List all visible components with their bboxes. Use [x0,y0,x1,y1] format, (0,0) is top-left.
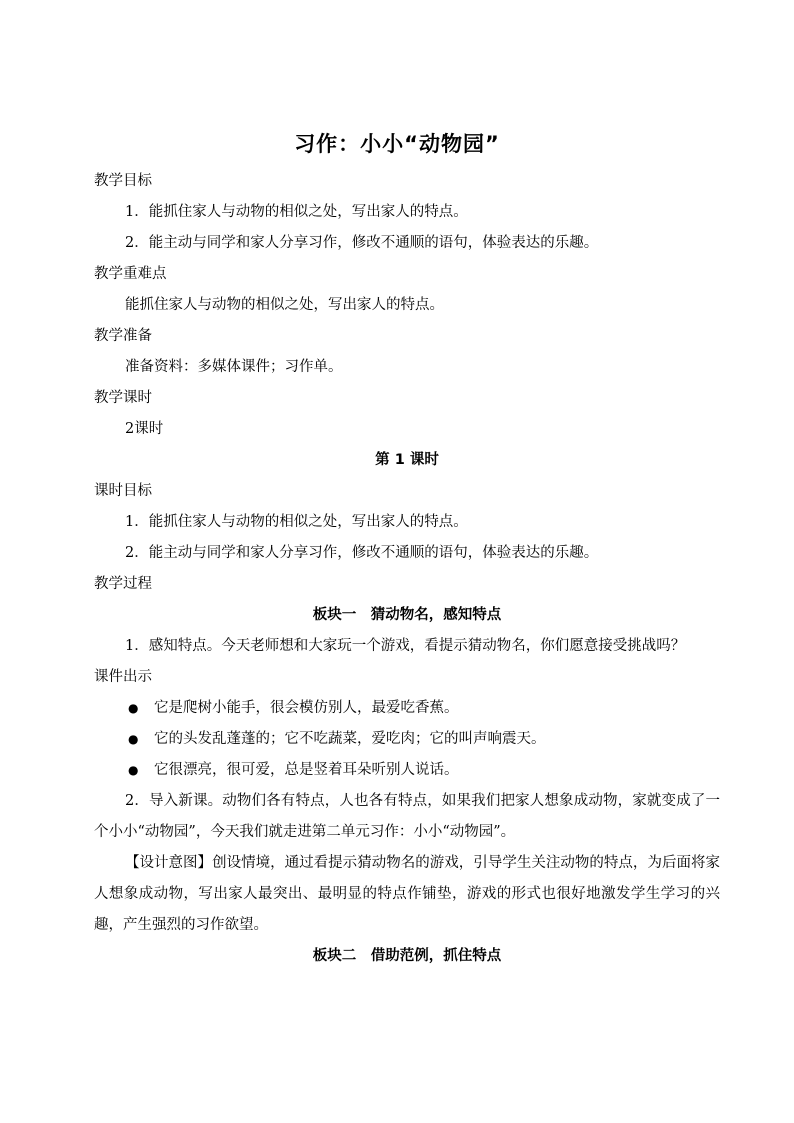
lesson-1-title: 第 1 课时 [375,452,439,468]
bullet-icon: ● [128,732,139,746]
process-heading: 教学过程 [94,576,152,592]
bullet-item [94,693,720,724]
bullet-text: 它的头发乱蓬蓬的；它不吃蔬菜，爱吃肉；它的叫声响震天。 [154,731,546,747]
step-1-paragraph: 1．感知特点。今天老师想和大家玩一个游戏，看提示猜动物名，你们愿意接受挑战吗？ [125,638,686,654]
courseware-heading: 课件出示 [94,669,152,685]
bullet-text: 它很漂亮，很可爱，总是竖着耳朵听别人说话。 [154,762,459,778]
bullet-item [94,724,720,755]
bullet-icon: ● [128,763,139,777]
lesson-goal-item: 2．能主动与同学和家人分享习作，修改不通顺的语句，体验表达的乐趣。 [125,545,599,561]
lesson-goal-item: 1．能抓住家人与动物的相似之处，写出家人的特点。 [125,514,468,530]
class-hours-text: 2课时 [125,421,164,437]
step-2-paragraph: 2．导入新课。动物们各有特点，人也各有特点，如果我们把家人想象成动物，家就变成了一个小小“动物园”，今天我们就走进第二单元习作：小小“动物园”。 [94,793,720,840]
document-body [94,166,720,972]
lesson-goals-heading: 课时目标 [94,483,152,499]
preparation-text: 准备资料：多媒体课件；习作单。 [125,359,343,375]
bullet-item [94,755,720,786]
goals-heading: 教学目标 [94,173,152,189]
goal-item: 1．能抓住家人与动物的相似之处，写出家人的特点。 [125,204,468,220]
class-hours-heading: 教学课时 [94,390,152,406]
preparation-heading: 教学准备 [94,328,152,344]
key-points-heading: 教学重难点 [94,266,167,282]
design-intent-paragraph: 【设计意图】创设情境，通过看提示猜动物名的游戏，引导学生关注动物的特点，为后面将家人想象成动物，写出家人最突出、最明显的特点作铺垫，游戏的形式也很好地激发学生学习的兴趣，产生强烈的习作欲望。 [94,855,720,933]
document-title: 习作：小小“动物园” [294,132,500,156]
bullet-icon: ● [128,701,139,715]
goal-item: 2．能主动与同学和家人分享习作，修改不通顺的语句，体验表达的乐趣。 [125,235,599,251]
bullet-text: 它是爬树小能手，很会模仿别人，最爱吃香蕉。 [154,700,459,716]
block-2-title: 板块二 借助范例，抓住特点 [312,948,502,964]
key-points-text: 能抓住家人与动物的相似之处，写出家人的特点。 [125,297,444,313]
block-1-title: 板块一 猜动物名，感知特点 [312,607,502,623]
